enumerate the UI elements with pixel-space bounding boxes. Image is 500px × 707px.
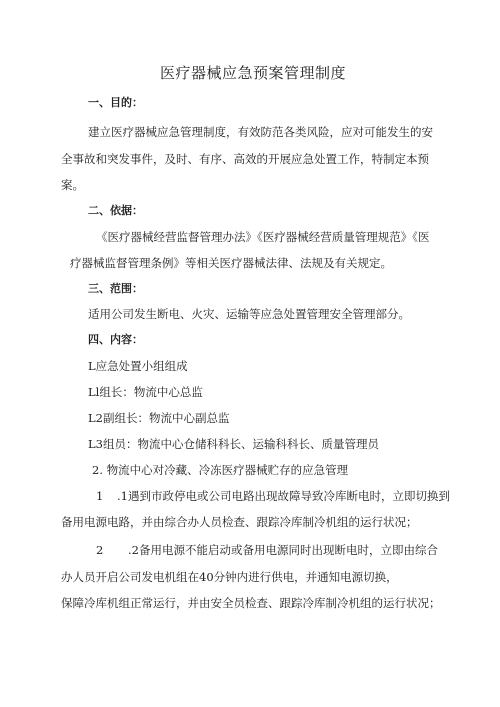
list-item-number: 2 — [96, 543, 104, 557]
list-item: L2副组长：物流中心副总监 — [88, 411, 230, 425]
paragraph-line: 备用电源电路，并由综合办人员检查、跟踪冷库制冷机组的运行状况； — [61, 515, 418, 529]
list-item-number: 1 — [96, 489, 104, 503]
section-heading-scope: 三、范围： — [88, 282, 143, 295]
paragraph-line: 办人员开启公司发电机组在40分钟内进行供电，并通知电源切换， — [61, 570, 398, 584]
paragraph-line: 疗器械监督管理条例》等相关医疗器械法律、法规及有关规定。 — [70, 256, 392, 270]
document-title: 医疗器械应急预案管理制度 — [160, 64, 347, 82]
paragraph-line: 案。 — [61, 178, 84, 192]
section-heading-content: 四、内容： — [88, 333, 143, 346]
paragraph-line: 《医疗器械经营监督管理办法》《医疗器械经营质量管理规范》《医 — [96, 230, 430, 244]
paragraph-line: 全事故和突发事件，及时、有序、高效的开展应急处置工作，特制定本预 — [61, 152, 429, 166]
section-heading-basis: 二、依据： — [88, 204, 143, 217]
paragraph-line: .2备用电源不能启动或备用电源同时出现断电时，立即由综合 — [128, 543, 438, 557]
paragraph-line: .1遇到市政停电或公司电路出现故障导致冷库断电时，立即切换到 — [117, 489, 450, 503]
paragraph-line: 保障冷库机组正常运行，并由安全员检查、跟踪冷库制冷机组的运行状况； — [61, 596, 441, 610]
list-item: L3组员：物流中心仓储科科长、运输科科长、质量管理员 — [88, 437, 379, 451]
list-item: L应急处置小组组成 — [88, 359, 188, 373]
paragraph-line: 建立医疗器械应急管理制度，有效防范各类风险，应对可能发生的安 — [88, 125, 433, 139]
section-heading-purpose: 一、目的： — [88, 96, 143, 109]
list-item: Ll组长：物流中心总监 — [88, 385, 203, 399]
list-item: 2. 物流中心对冷藏、冷冻医疗器械贮存的应急管理 — [92, 463, 349, 477]
paragraph-line: 适用公司发生断电、火灾、运输等应急处置管理安全管理部分。 — [88, 307, 410, 321]
